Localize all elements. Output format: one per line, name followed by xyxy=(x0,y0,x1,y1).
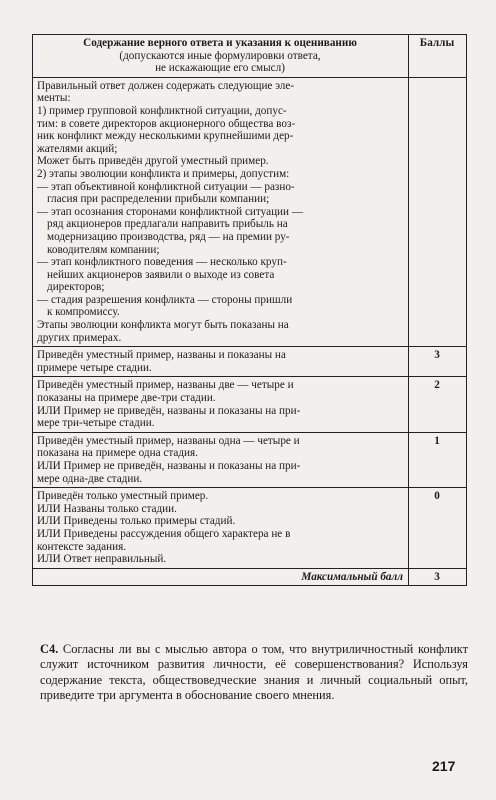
criterion-line: контексте задания. xyxy=(37,540,127,553)
criterion-line: ИЛИ Пример не приведён, названы и показаны на при- xyxy=(37,404,301,417)
criterion-line: ИЛИ Названы только стадии. xyxy=(37,502,177,515)
answer-line: 2) этапы эволюции конфликта и примеры, допустим: xyxy=(37,167,290,180)
points-cell: 0 xyxy=(409,488,467,569)
answer-cell xyxy=(33,77,409,346)
criterion-line: ИЛИ Приведены только примеры стадий. xyxy=(37,515,236,528)
criterion-line: мере три-четыре стадии. xyxy=(37,417,155,430)
answer-line: — этап объективной конфликтной ситуации — разно- xyxy=(37,180,295,193)
answer-line: 1) пример групповой конфликтной ситуации, допус- xyxy=(37,104,287,117)
points-cell: 2 xyxy=(409,377,467,432)
answer-line: Этапы эволюции конфликта могут быть показаны на xyxy=(37,319,289,332)
criterion-cell xyxy=(33,377,409,432)
answer-line: к компромиссу. xyxy=(47,306,120,319)
criterion-line: ИЛИ Ответ неправильный. xyxy=(37,553,167,566)
header-content-title: Содержание верного ответа и указания к оцениванию xyxy=(83,37,357,49)
answer-line: ководителям компании; xyxy=(47,243,160,256)
answer-points-cell xyxy=(409,77,467,346)
header-content-note-1: (допускаются иные формулировки ответа, xyxy=(119,49,321,62)
table-header-row xyxy=(33,35,467,78)
header-content-note-2: не искажающие его смысл) xyxy=(155,62,285,75)
answer-line: — стадия разрешения конфликта — стороны пришли xyxy=(37,293,293,306)
criterion-cell xyxy=(33,488,409,569)
answer-line: Может быть приведён другой уместный пример. xyxy=(37,155,269,168)
criterion-line: Приведён уместный пример, названы и показаны на xyxy=(37,349,286,362)
answer-line: гласия при распределении прибыли компании; xyxy=(47,193,270,206)
answer-line: тим: в совете директоров акционерного общества воз- xyxy=(37,117,296,130)
question-text: Согласны ли вы с мыслью автора о том, что внутриличностный конфликт служит источником развития личности, её совершенствования? Используя содержание текста, обществоведческие знания и личный социальный опыт, приведите три аргумента в обоснование своего мнения. xyxy=(40,642,468,703)
score-row-3 xyxy=(33,347,467,377)
question-c4 xyxy=(40,642,468,704)
criterion-line: Приведён уместный пример, названы одна — четыре и xyxy=(37,434,300,447)
criterion-line: показаны на примере две-три стадии. xyxy=(37,392,216,405)
header-points-cell: Баллы xyxy=(409,35,467,78)
max-score-label: Максимальный балл xyxy=(33,568,409,586)
points-cell: 1 xyxy=(409,432,467,487)
points-cell: 3 xyxy=(409,347,467,377)
criteria-table xyxy=(32,34,467,586)
question-number: С4. xyxy=(40,642,59,656)
answer-line: жателями акций; xyxy=(37,142,118,155)
score-row-1 xyxy=(33,432,467,487)
max-score-row xyxy=(33,568,467,586)
criterion-cell xyxy=(33,432,409,487)
criterion-line: примере четыре стадии. xyxy=(37,361,152,374)
criterion-line: показана на примере одна стадия. xyxy=(37,447,198,460)
criterion-line: Приведён только уместный пример. xyxy=(37,490,209,503)
answer-line: менты: xyxy=(37,92,71,105)
page-number: 217 xyxy=(432,758,456,774)
answer-line: модернизацию производства, ряд — на премии ру- xyxy=(47,230,290,243)
answer-line: нейших акционеров заявили о выходе из совета xyxy=(47,268,275,281)
criterion-line: Приведён уместный пример, названы две — четыре и xyxy=(37,379,294,392)
answer-line: ряд акционеров предлагали направить прибыль на xyxy=(47,218,288,231)
header-content-cell xyxy=(33,35,409,78)
answer-line: других примерах. xyxy=(37,331,122,344)
score-row-2 xyxy=(33,377,467,432)
criterion-line: ИЛИ Пример не приведён, названы и показаны на при- xyxy=(37,460,301,472)
criterion-line: ИЛИ Приведены рассуждения общего характера не в xyxy=(37,527,291,540)
max-score-value: 3 xyxy=(409,568,467,586)
answer-line: ник конфликт между несколькими крупнейшими дер- xyxy=(37,130,294,143)
criterion-line: мере одна-две стадии. xyxy=(37,472,143,485)
answer-line: — этап конфликтного поведения — несколько круп- xyxy=(37,256,287,269)
answer-line: директоров; xyxy=(47,281,105,294)
answer-line: — этап осознания сторонами конфликтной ситуации — xyxy=(37,205,304,218)
answer-row xyxy=(33,77,467,346)
score-row-0 xyxy=(33,488,467,569)
criterion-cell xyxy=(33,347,409,377)
answer-line: Правильный ответ должен содержать следующие эле- xyxy=(37,79,295,92)
